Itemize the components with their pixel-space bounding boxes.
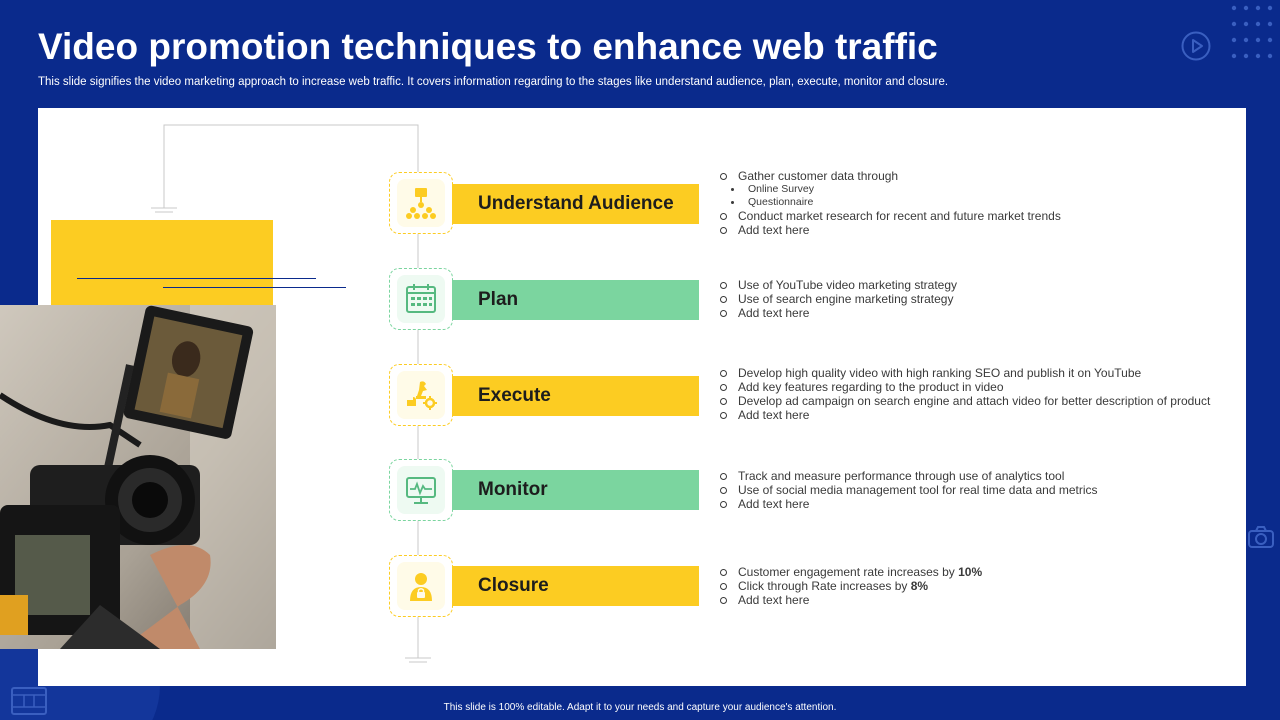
step-details-understand-audience (718, 169, 1061, 237)
detail-item: Conduct market research for recent and future market trends (718, 209, 1061, 223)
camera-icon (1247, 525, 1275, 549)
camera-operator-photo (0, 305, 276, 649)
dot-grid-decoration (1228, 2, 1276, 64)
detail-item (718, 579, 982, 593)
footer-text: This slide is 100% editable. Adapt it to your needs and capture your audience's attention. (443, 702, 837, 713)
step-bar-monitor (452, 470, 699, 510)
detail-subitem: Questionnaire (718, 196, 1061, 209)
step-label: Monitor (478, 479, 548, 500)
step-label: Understand Audience (478, 193, 674, 214)
step-details-execute (718, 366, 1210, 422)
step-bar-closure (452, 566, 699, 606)
step-label: Execute (478, 385, 551, 406)
detail-item: Add key features regarding to the product in video (718, 380, 1210, 394)
detail-item: Develop ad campaign on search engine and attach video for better description of product (718, 394, 1210, 408)
detail-item: Use of YouTube video marketing strategy (718, 278, 957, 292)
detail-item (718, 565, 982, 579)
step-details-closure (718, 565, 982, 607)
page-title: Video promotion techniques to enhance web traffic (38, 26, 938, 67)
step-bar-understand-audience (452, 184, 699, 224)
detail-item: Use of social media management tool for real time data and metrics (718, 483, 1098, 497)
step-icon-plan (389, 268, 453, 330)
detail-item: Add text here (718, 223, 1061, 237)
detail-text: Click through Rate increases by (738, 579, 911, 593)
step-icon-execute (389, 364, 453, 426)
step-details-monitor (718, 469, 1098, 511)
monitor-icon (404, 473, 438, 507)
step-label: Plan (478, 289, 519, 310)
play-icon (1181, 31, 1211, 61)
step-icon-understand-audience (389, 172, 453, 234)
accent-line (77, 278, 316, 279)
detail-item: Add text here (718, 593, 982, 607)
detail-text: Customer engagement rate increases by (738, 565, 959, 579)
accent-line (163, 287, 346, 288)
detail-subitem: Online Survey (718, 183, 1061, 196)
step-label: Closure (478, 575, 549, 596)
step-icon-monitor (389, 459, 453, 521)
detail-item: Develop high quality video with high ranking SEO and publish it on YouTube (718, 366, 1210, 380)
detail-item: Gather customer data through (718, 169, 1061, 183)
detail-item: Use of search engine marketing strategy (718, 292, 957, 306)
step-bar-plan (452, 280, 699, 320)
strategy-icon (404, 378, 438, 412)
step-details-plan (718, 278, 957, 320)
detail-highlight: 10% (958, 565, 983, 579)
content-panel (38, 108, 1246, 686)
step-bar-execute (452, 376, 699, 416)
detail-item: Add text here (718, 497, 1098, 511)
detail-item: Track and measure performance through use of analytics tool (718, 469, 1098, 483)
detail-highlight: 8% (910, 579, 929, 593)
page-subtitle: This slide signifies the video marketing approach to increase web traffic. It covers information regarding to the stages like understand audience, plan, execute, monitor and closure. (38, 76, 949, 88)
detail-item: Add text here (718, 306, 957, 320)
user-lock-icon (404, 569, 438, 603)
calendar-icon (404, 282, 438, 316)
detail-item: Add text here (718, 408, 1210, 422)
org-chart-icon (404, 186, 438, 220)
step-icon-closure (389, 555, 453, 617)
